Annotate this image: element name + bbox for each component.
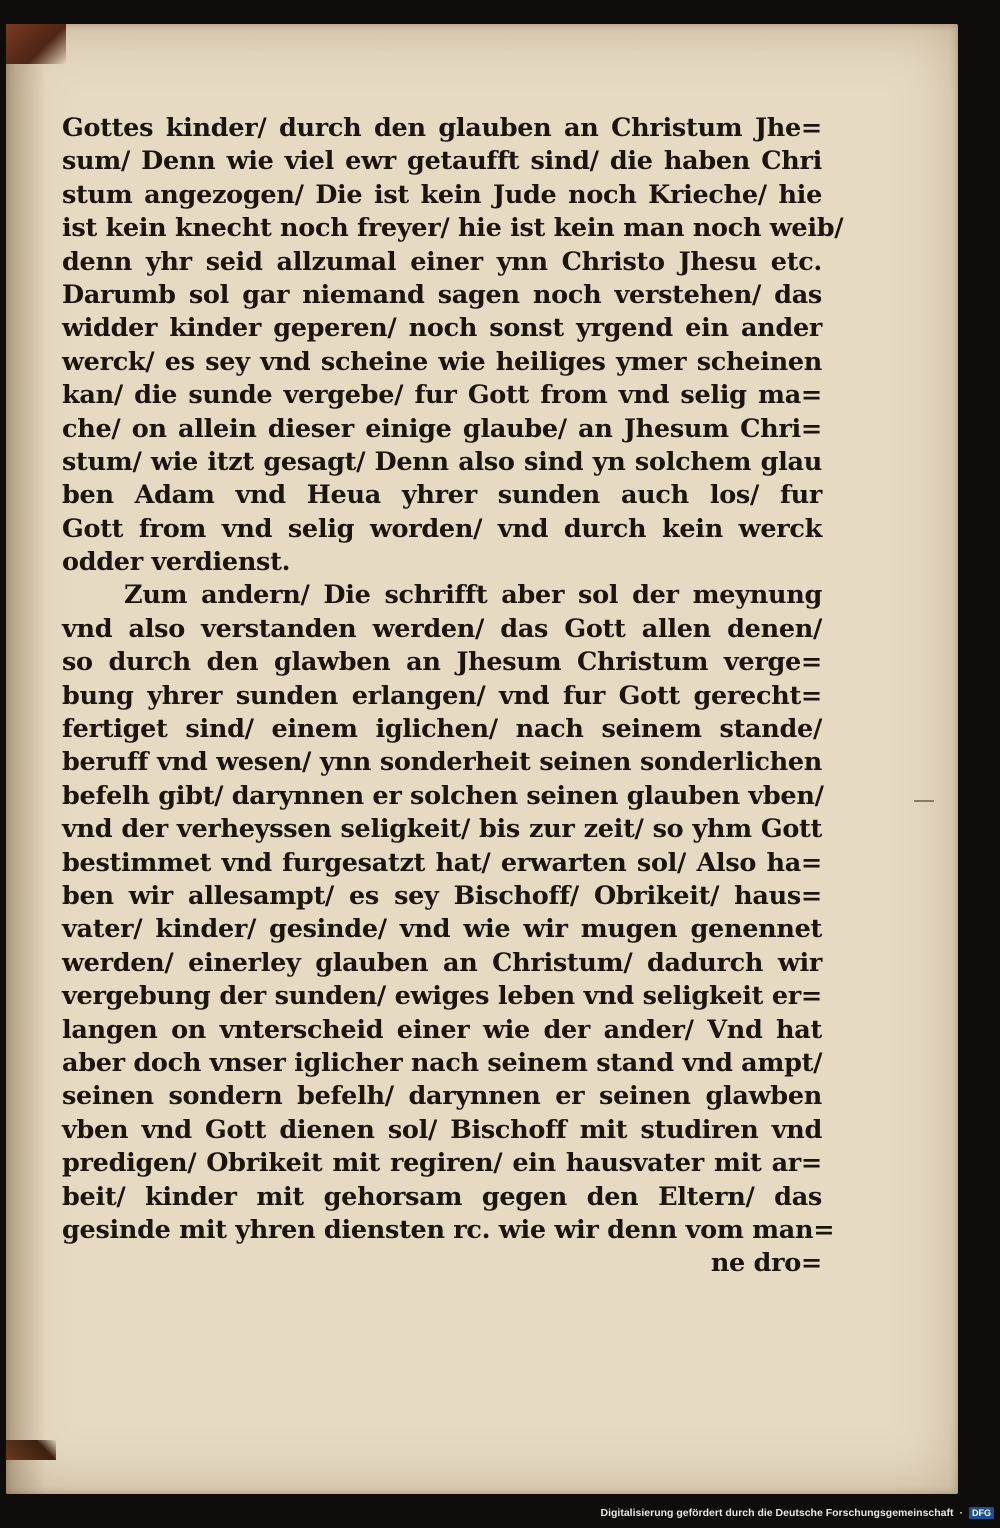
catchword: ne dro=	[710, 1248, 822, 1279]
text-line: Gottes kinder/ durch den glauben an Christum Jhe=	[62, 113, 822, 143]
text-line: beruff vnd wesen/ ynn sonderheit seinen sonderlichen	[62, 747, 822, 778]
text-line: stum angezogen/ Die ist kein Jude noch Krieche/ hie	[62, 179, 822, 210]
text-line: bung yhrer sunden erlangen/ vnd fur Gott gerecht=	[62, 680, 822, 711]
text-line: vben vnd Gott dienen sol/ Bischoff mit studiren vnd	[62, 1114, 822, 1145]
binding-corner-bottom	[6, 1440, 56, 1460]
text-line: stum/ wie itzt gesagt/ Denn also sind yn solchem glau	[62, 446, 822, 477]
text-line: vnd der verheyssen seligkeit/ bis zur zeit/ so yhm Gott	[62, 814, 822, 845]
text-line: vergebung der sunden/ ewiges leben vnd seligkeit er=	[62, 981, 822, 1012]
text-line: ben wir allesampt/ es sey Bischoff/ Obrikeit/ haus=	[62, 880, 822, 911]
text-line: Darumb sol gar niemand sagen noch verstehen/ das	[62, 279, 822, 310]
text-line: aber doch vnser iglicher nach seinem stand vnd ampt/	[62, 1047, 823, 1078]
text-line: predigen/ Obrikeit mit regiren/ ein hausvater mit ar=	[62, 1148, 822, 1179]
text-line: vater/ kinder/ gesinde/ vnd wie wir mugen genennet	[62, 914, 822, 945]
text-line: bestimmet vnd furgesatzt hat/ erwarten sol/ Also ha=	[62, 847, 822, 878]
text-line: gesinde mit yhren diensten rc. wie wir denn vom man=	[62, 1214, 835, 1245]
text-line: Zum andern/ Die schrifft aber sol der meynung	[124, 580, 822, 611]
text-line: vnd also verstanden werden/ das Gott allen denen/	[62, 613, 822, 644]
text-line: kan/ die sunde vergebe/ fur Gott from vnd selig ma=	[62, 380, 822, 411]
text-line: ben Adam vnd Heua yhrer sunden auch los/ fur	[62, 480, 822, 511]
text-line: befelh gibt/ darynnen er solchen seinen glauben vben/	[62, 780, 824, 811]
text-line: sum/ Denn wie viel ewr getaufft sind/ die haben Chri	[62, 146, 822, 177]
text-line: widder kinder geperen/ noch sonst yrgend ein ander	[62, 313, 822, 344]
text-line: denn yhr seid allzumal einer ynn Christo Jhesu etc.	[62, 246, 822, 277]
text-line: ist kein knecht noch freyer/ hie ist kein man noch weib/	[62, 213, 844, 244]
text-line: Gott from vnd selig worden/ vnd durch kein werck	[62, 513, 822, 544]
book-page	[6, 24, 958, 1494]
margin-mark	[914, 800, 934, 802]
text-line: fertiget sind/ einem iglichen/ nach seinem stande/	[62, 714, 822, 745]
binding-corner-top	[6, 24, 66, 64]
dfg-logo-icon: DFG	[969, 1507, 994, 1519]
text-line: langen on vnterscheid einer wie der ander/ Vnd hat	[62, 1014, 822, 1045]
text-line: che/ on allein dieser einige glaube/ an Jhesum Chri=	[62, 413, 822, 444]
text-line: werden/ einerley glauben an Christum/ dadurch wir	[62, 947, 822, 978]
text-line: werck/ es sey vnd scheine wie heiliges ymer scheinen	[62, 346, 822, 377]
text-line: so durch den glawben an Jhesum Christum verge=	[62, 647, 822, 678]
page-text	[62, 112, 844, 1281]
funding-credit: Digitalisierung gefördert durch die Deutsche Forschungsgemeinschaft	[600, 1507, 954, 1519]
text-line: beit/ kinder mit gehorsam gegen den Eltern/ das	[62, 1181, 822, 1212]
digitization-footer	[601, 1504, 994, 1522]
footer-separator: ·	[959, 1507, 963, 1519]
text-line: seinen sondern befelh/ darynnen er seinen glawben	[62, 1081, 822, 1112]
text-line: odder verdienst.	[62, 547, 291, 578]
